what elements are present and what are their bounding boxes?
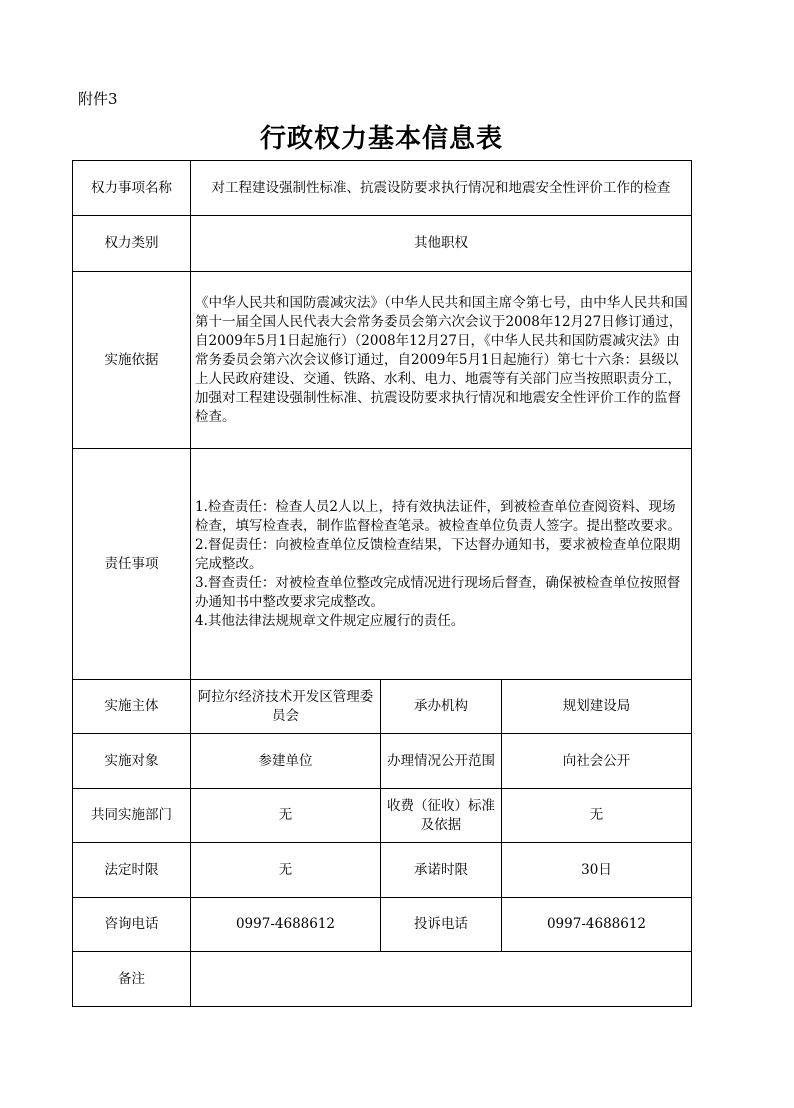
row-responsibilities — [73, 449, 692, 680]
responsibility-item: 2.督促责任：向被检查单位反馈检查结果，下达督办通知书，要求被检查单位限期完成整改。 — [195, 536, 681, 572]
label-legal-basis: 实施依据 — [73, 272, 191, 449]
label-power-name: 权力事项名称 — [73, 161, 191, 216]
label-responsibilities: 责任事项 — [73, 449, 191, 680]
page-title: 行政权力基本信息表 — [259, 124, 503, 154]
value-consult-phone: 0997-4688612 — [191, 898, 381, 952]
row-power-name — [73, 161, 692, 216]
value-responsibilities — [191, 449, 692, 680]
responsibility-item: 3.督查责任：对被检查单位整改完成情况进行现场后督查，确保被检查单位按照督办通知书中整改要求完成整改。 — [195, 574, 681, 610]
row-time-limit — [73, 843, 692, 898]
value-legal-basis: 《中华人民共和国防震减灾法》（中华人民共和国主席令第七号，由中华人民共和国第十一届全国人民代表大会常务委员会第六次会议于2008年12月27日修订通过，自2009年5月1日起施行）（2008年12月27日，《中华人民共和国防震减灾法》由常务委员会第六次会议修订通过，自2009年5月1日起施行）第七十六条：县级以上人民政府建设、交通、铁路、水利、电力、地震等有关部门应当按照职责分工，加强对工程建设强制性标准、抗震设防要求执行情况和地震安全性评价工作的监督检查。 — [191, 272, 692, 449]
responsibility-item: 1.检查责任：检查人员2人以上，持有效执法证件，到被检查单位查阅资料、现场检查，填写检查表，制作监督检查笔录。被检查单位负责人签字。提出整改要求。 — [195, 498, 681, 534]
label-joint-departments: 共同实施部门 — [73, 789, 191, 843]
row-target — [73, 734, 692, 789]
info-table — [72, 160, 692, 1007]
value-handling-agency: 规划建设局 — [502, 680, 692, 734]
label-power-category: 权力类别 — [73, 216, 191, 272]
value-remarks — [191, 952, 692, 1007]
row-power-category — [73, 216, 692, 272]
value-target: 参建单位 — [191, 734, 381, 789]
value-power-category: 其他职权 — [191, 216, 692, 272]
row-legal-basis — [73, 272, 692, 449]
label-legal-time-limit: 法定时限 — [73, 843, 191, 898]
value-promised-time-limit: 30日 — [502, 843, 692, 898]
label-complaint-phone: 投诉电话 — [381, 898, 502, 952]
label-target: 实施对象 — [73, 734, 191, 789]
label-subject: 实施主体 — [73, 680, 191, 734]
value-joint-departments: 无 — [191, 789, 381, 843]
label-promised-time-limit: 承诺时限 — [381, 843, 502, 898]
row-phone — [73, 898, 692, 952]
value-power-name: 对工程建设强制性标准、抗震设防要求执行情况和地震安全性评价工作的检查 — [191, 161, 692, 216]
label-fee-standard: 收费（征收）标准及依据 — [381, 789, 502, 843]
row-remarks — [73, 952, 692, 1007]
row-subject — [73, 680, 692, 734]
label-remarks: 备注 — [73, 952, 191, 1007]
value-complaint-phone: 0997-4688612 — [502, 898, 692, 952]
label-disclosure-scope: 办理情况公开范围 — [381, 734, 502, 789]
value-legal-time-limit: 无 — [191, 843, 381, 898]
value-fee-standard: 无 — [502, 789, 692, 843]
label-handling-agency: 承办机构 — [381, 680, 502, 734]
responsibility-item: 4.其他法律法规规章文件规定应履行的责任。 — [195, 612, 465, 629]
value-disclosure-scope: 向社会公开 — [502, 734, 692, 789]
row-joint — [73, 789, 692, 843]
attachment-label: 附件3 — [78, 90, 118, 108]
label-consult-phone: 咨询电话 — [73, 898, 191, 952]
value-subject: 阿拉尔经济技术开发区管理委员会 — [191, 680, 381, 734]
